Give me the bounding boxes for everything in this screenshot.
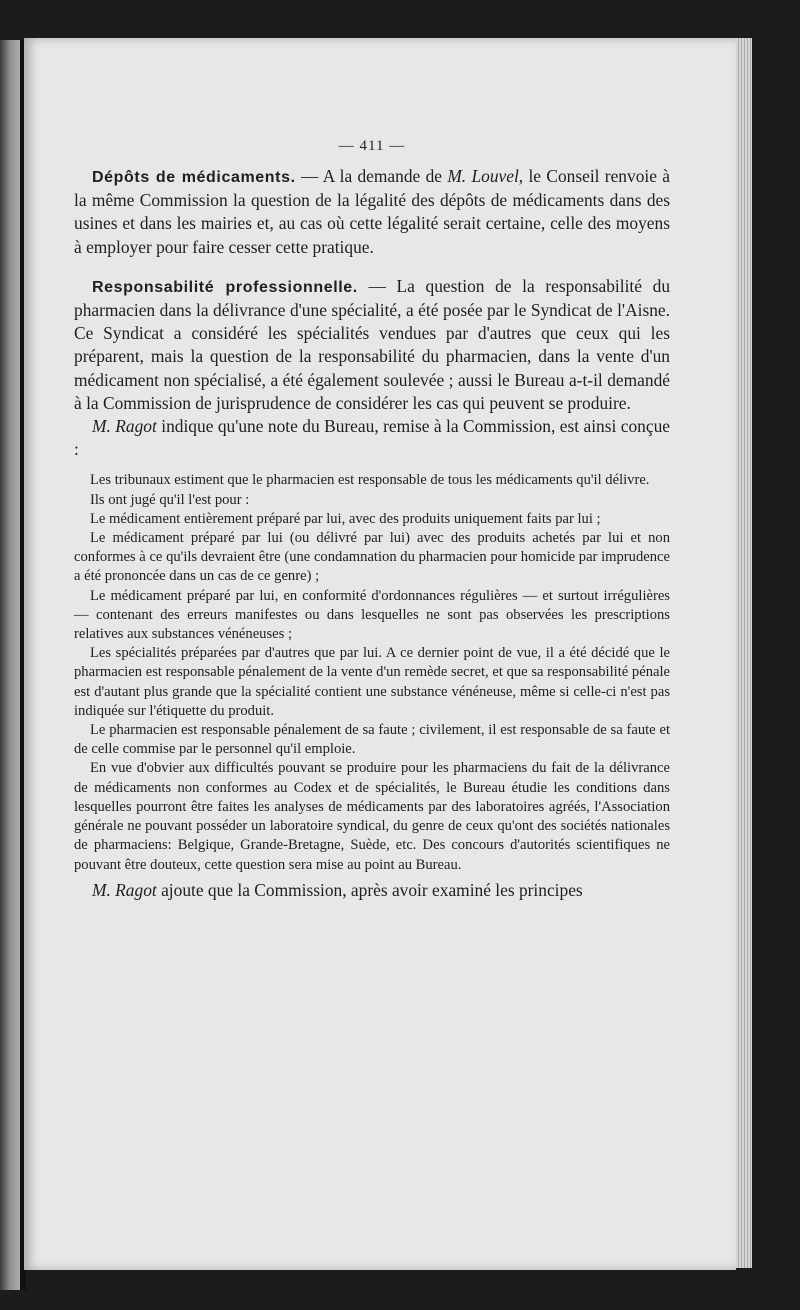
page-number: — 411 —	[338, 138, 406, 154]
bureau-note-block	[74, 471, 670, 874]
note-paragraph: Le pharmacien est responsable pénalement de sa faute ; civilement, il est responsable de sa faute et de celle commise par le personnel qu'il emploie.	[74, 722, 670, 758]
book-page	[24, 38, 736, 1270]
section-responsabilite-paragraph: Responsabilité professionnelle. — La question de la responsabilité du pharmacien dans la délivrance d'une spécialité, a été posée par le Syndicat de l'Aisne. Ce Syndicat a considéré les spécialités vendues par d'autres que ceux qui les préparent, mais la question de la responsabilité du pharmacien, dans la vente d'un médicament non spécialisé, a été également soulevée ; aussi le Bureau a-t-il demandé à la Commission de jurisprudence de considérer les cas qui peuvent se produire.	[74, 275, 671, 413]
person-louvel: M. Louvel,	[447, 166, 524, 186]
note-paragraph: Les spécialités préparées par d'autres que par lui. A ce dernier point de vue, il a été décidé que le pharmacien est responsable pénalement de la vente d'un remède secret, et que sa responsabilité pénale est d'autant plus grande que la spécialité contient une substance vénéneuse, même si celle-ci n'est pas indiquée sur l'étiquette du produit.	[74, 645, 670, 719]
section-heading-responsabilite: Responsabilité professionnelle.	[92, 278, 358, 296]
page-content	[74, 138, 670, 902]
note-paragraph: Ils ont jugé qu'il l'est pour :	[90, 491, 250, 508]
section-depots-paragraph: Dépôts de médicaments. — A la demande de M. Louvel, le Conseil renvoie à la même Commission la question de la légalité des dépôts de médicaments dans des usines et dans les mairies et, au cas où cette légalité serait certaine, celle des moyens à employer pour faire cesser cette pratique.	[74, 166, 670, 257]
person-ragot: M. Ragot	[92, 416, 157, 437]
note-paragraph: Le médicament préparé par lui (ou délivré par lui) avec des produits achetés par lui et non conformes à ce qu'ils devraient être (une condamnation du pharmacien pour homicide par imprudence a été prononcée dans un cas de ce genre) ;	[74, 530, 670, 585]
note-paragraph: Le médicament préparé par lui, en conformité d'ordonnances régulières — et surtout irrégulières — contenant des erreurs manifestes ou dans lesquelles ne sont pas observées les prescriptions relatives aux substances vénéneuses ;	[74, 587, 670, 643]
note-paragraph: Les tribunaux estiment que le pharmacien est responsable de tous les médicaments qu'il délivre.	[90, 472, 650, 489]
section-heading-depots: Dépôts de médicaments.	[92, 169, 296, 186]
note-paragraph: Le médicament entièrement préparé par lui, avec des produits uniquement faits par lui ;	[90, 510, 601, 527]
note-paragraph: En vue d'obvier aux difficultés pouvant se produire pour les pharmaciens du fait de la délivrance de médicaments non conformes au Codex et de spécialités, le Bureau étudie les conditions dans lesquelles pourront être faites les analyses de médicaments par des laboratoires agréés, l'Association générale ne pouvant posséder un laboratoire syndical, du genre de ceux qu'ont des sociétés nationales de pharmaciens: Belgique, Grande-Bretagne, Suède, etc. Des concours d'autorités scientifiques ne pouvant être douteux, cette question sera mise au point au Bureau.	[74, 760, 670, 873]
person-ragot: M. Ragot	[92, 879, 157, 900]
closing-paragraph: M. Ragot ajoute que la Commission, après avoir examiné les principes	[92, 879, 583, 900]
ragot-intro-paragraph: M. Ragot indique qu'une note du Bureau, remise à la Commission, est ainsi conçue :	[74, 416, 670, 460]
